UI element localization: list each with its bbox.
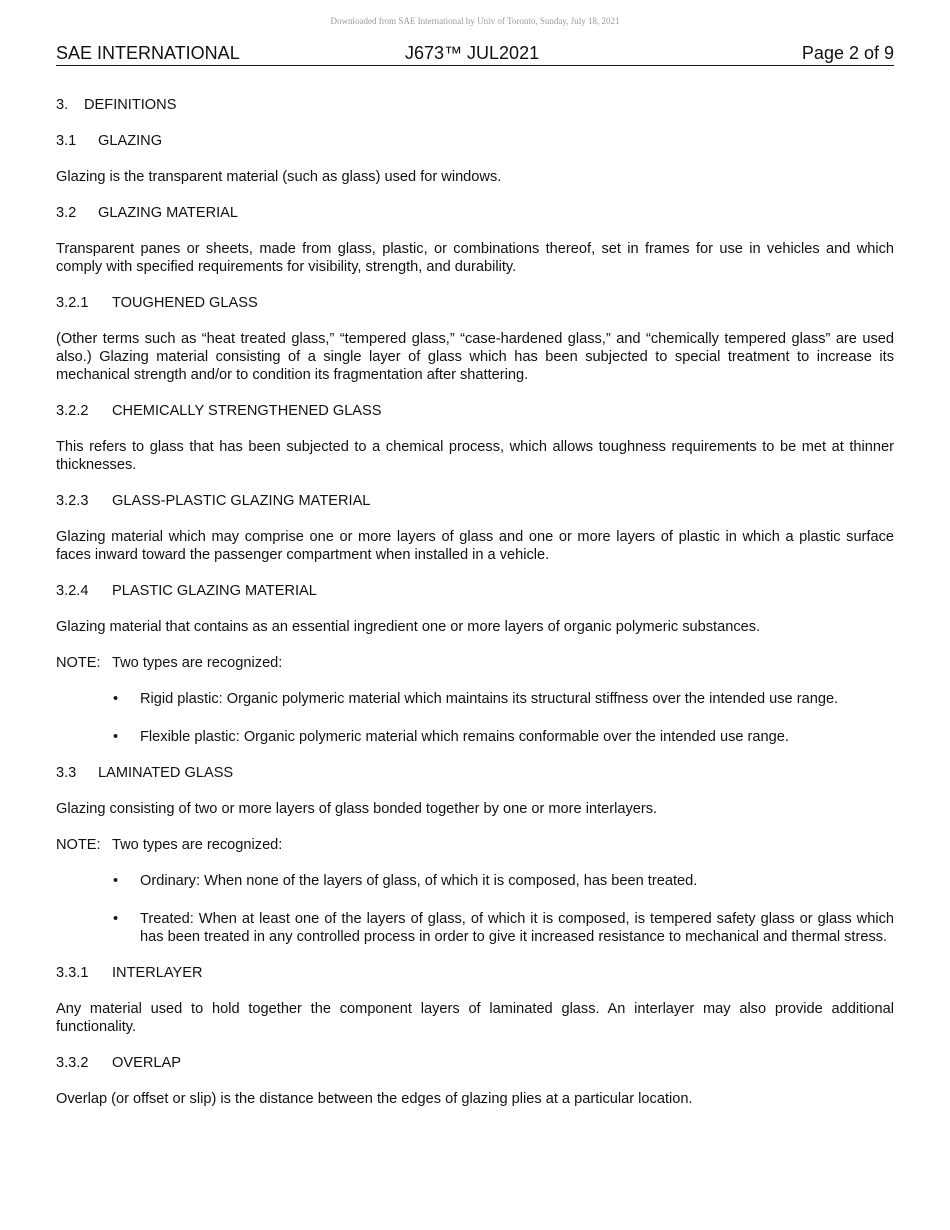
definition-paragraph: Glazing is the transparent material (such as glass) used for windows.: [56, 169, 502, 185]
definition-paragraph: Any material used to hold together the component layers of laminated glass. An interlayer may also provide additional functionality.: [56, 1001, 894, 1035]
document-body: [56, 96, 894, 1126]
list-item-text: Treated: When at least one of the layers of glass, of which it is composed, is tempered safety glass or glass which has been treated in any controlled process in order to give it increased resistance to mechanical and thermal stress.: [140, 911, 894, 945]
definition-paragraph: Glazing consisting of two or more layers of glass bonded together by one or more interlayers.: [56, 801, 658, 817]
header-organization: SAE INTERNATIONAL: [56, 43, 240, 63]
section-title: TOUGHENED GLASS: [112, 295, 258, 311]
note-text: Two types are recognized:: [112, 837, 283, 853]
section-number: 3.1: [56, 133, 77, 149]
note: [56, 836, 894, 854]
section-heading-3-3-2: [56, 1054, 894, 1072]
section-number: 3.3.2: [56, 1055, 89, 1071]
section-heading-3-3-1: [56, 964, 894, 982]
definition-paragraph: (Other terms such as “heat treated glass,” “tempered glass,” “case-hardened glass,” and “chemically tempered glass” are used also.) Glazing material consisting of a single layer of glass which has been subjected to special treatment to increase its mechanical strength and/or to condition its fragmentation after shattering.: [56, 331, 894, 383]
list-item-text: Flexible plastic: Organic polymeric material which remains conformable over the intended use range.: [140, 729, 789, 745]
section-heading-3: [56, 96, 894, 114]
section-heading-3-1: [56, 132, 894, 150]
section-title: PLASTIC GLAZING MATERIAL: [112, 583, 317, 599]
section-number: 3.2.3: [56, 493, 89, 509]
section-number: 3.2: [56, 205, 77, 221]
section-number: 3.2.4: [56, 583, 89, 599]
section-number: 3.2.1: [56, 295, 89, 311]
list-item: [56, 690, 894, 708]
section-heading-3-2-1: [56, 294, 894, 312]
definition-paragraph: Glazing material that contains as an essential ingredient one or more layers of organic polymeric substances.: [56, 619, 761, 635]
definition-paragraph: This refers to glass that has been subjected to a chemical process, which allows toughness requirements to be met at thinner thicknesses.: [56, 439, 894, 473]
bullet-icon: •: [113, 873, 119, 889]
header-document-id: J673™ JUL2021: [405, 43, 540, 63]
list-item-text: Ordinary: When none of the layers of glass, of which it is composed, has been treated.: [140, 873, 698, 889]
note: [56, 654, 894, 672]
section-title: GLAZING MATERIAL: [98, 205, 239, 221]
section-title: GLASS-PLASTIC GLAZING MATERIAL: [112, 493, 371, 509]
list-item-text: Rigid plastic: Organic polymeric material which maintains its structural stiffness over the intended use range.: [140, 691, 839, 707]
section-title: OVERLAP: [112, 1055, 181, 1071]
note-label: NOTE:: [56, 837, 101, 853]
section-heading-3-2-3: [56, 492, 894, 510]
section-heading-3-3: [56, 764, 894, 782]
section-heading-3-2-2: [56, 402, 894, 420]
bullet-icon: •: [113, 691, 119, 707]
section-title: INTERLAYER: [112, 965, 203, 981]
list-item: [56, 728, 894, 746]
section-title: LAMINATED GLASS: [98, 765, 234, 781]
note-label: NOTE:: [56, 655, 101, 671]
section-number: 3.3: [56, 765, 77, 781]
section-number: 3.3.1: [56, 965, 89, 981]
section-heading-3-2: [56, 204, 894, 222]
definition-paragraph: Glazing material which may comprise one or more layers of glass and one or more layers of plastic in which a plastic surface faces inward toward the passenger compartment when installed in a vehicle.: [56, 529, 894, 563]
section-title: GLAZING: [98, 133, 163, 149]
section-number: 3.2.2: [56, 403, 89, 419]
bullet-list: [56, 690, 894, 746]
bullet-list: [56, 872, 894, 946]
definition-paragraph: Overlap (or offset or slip) is the distance between the edges of glazing plies at a particular location.: [56, 1091, 693, 1107]
list-item: [56, 872, 894, 890]
bullet-icon: •: [113, 729, 119, 745]
download-watermark-note: Downloaded from SAE International by Univ of Toronto, Sunday, July 18, 2021: [330, 16, 620, 26]
running-header: [56, 43, 894, 66]
definition-paragraph: Transparent panes or sheets, made from glass, plastic, or combinations thereof, set in frames for use in vehicles and which comply with specified requirements for visibility, strength, and durability.: [56, 241, 894, 275]
bullet-icon: •: [113, 911, 119, 927]
section-number: 3.: [56, 97, 69, 113]
list-item: [56, 910, 894, 946]
header-page-number: Page 2 of 9: [801, 43, 894, 63]
section-heading-3-2-4: [56, 582, 894, 600]
section-title: CHEMICALLY STRENGTHENED GLASS: [112, 403, 382, 419]
note-text: Two types are recognized:: [112, 655, 283, 671]
section-title: DEFINITIONS: [84, 97, 177, 113]
